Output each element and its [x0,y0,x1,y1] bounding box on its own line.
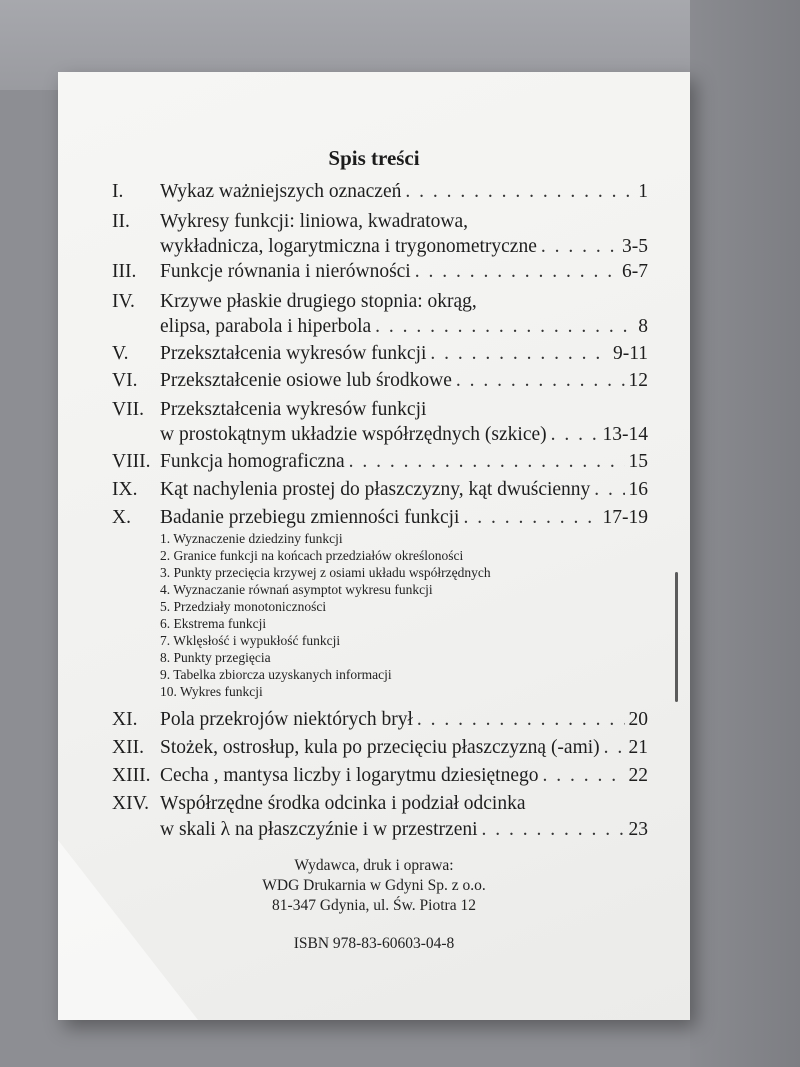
colophon-line: WDG Drukarnia w Gdyni Sp. z o.o. [262,877,486,894]
toc-entry [112,792,648,842]
toc-entry-line [160,369,648,393]
toc-entry [112,398,648,448]
toc-entry-text: Przekształcenie osiowe lub środkowe [160,370,452,391]
toc-entry-text: Wykresy funkcji: liniowa, kwadratowa, [160,211,469,232]
page-title: Spis treści [328,146,420,170]
toc-subitem: 1. Wyznaczenie dziedziny funkcji [160,531,343,546]
toc-entry-number: XII. [112,737,144,758]
toc-entry-line [160,736,648,760]
toc-entry-number: II. [112,211,130,232]
toc-entry-text: Współrzędne środka odcinka i podział odcinka [160,793,526,814]
toc-entry-line [160,235,648,259]
toc-entry-number: XI. [112,709,138,730]
toc-subitem: 9. Tabelka zbiorcza uzyskanych informacji [160,667,392,682]
toc-entry-number: X. [112,507,131,528]
toc-subitem: 3. Punkty przecięcia krzywej z osiami układu współrzędnych [160,565,491,580]
toc-entry-text: Funkcje równania i nierówności [160,261,411,282]
dot-leader [417,708,625,732]
toc-entry-line [160,818,648,842]
toc-entry-line [160,450,648,474]
toc-entry-page: 22 [628,765,648,786]
toc-entry-text: Badanie przebiegu zmienności funkcji [160,507,460,528]
toc-entry-number: VI. [112,370,138,391]
toc-entry-page: 9-11 [612,343,648,364]
toc-entry [112,708,648,732]
background-right [690,0,800,1067]
toc-entry-text: w prostokątnym układzie współrzędnych (szkice) [160,424,547,445]
toc-entry-text: Wykaz ważniejszych oznaczeń [160,181,402,202]
toc-entry-line [160,342,648,366]
toc-entry-text: Kąt nachylenia prostej do płaszczyzny, kąt dwuścienny [160,479,591,500]
toc-entry-line [160,290,648,314]
toc-entry [112,450,648,474]
dot-leader [604,736,625,760]
toc-entry-number: IX. [112,479,138,500]
toc-entry [112,736,648,760]
toc-entry-page: 8 [638,316,648,337]
dot-leader [543,764,625,788]
dot-leader [541,235,618,259]
dot-leader [405,180,634,204]
toc-entry-line [160,315,648,339]
toc-entry-text: Cecha , mantysa liczby i logarytmu dziesiętnego [160,765,539,786]
toc-entry-text: Krzywe płaskie drugiego stopnia: okrąg, [160,291,477,312]
toc-entry [112,210,648,260]
toc-entry-line [160,210,648,234]
toc-entry-text: w skali λ na płaszczyźnie i w przestrzeni [160,819,478,840]
toc-entry-line [160,423,648,447]
toc-entry-text: Stożek, ostrosłup, kula po przecięciu płaszczyzną (-ami) [160,737,600,758]
toc-entry-page: 20 [628,709,648,730]
toc-entry-number: VII. [112,399,144,420]
toc-entry-line [160,478,648,502]
colophon-line: 81-347 Gdynia, ul. Św. Piotra 12 [272,897,476,914]
toc-entry-line [160,260,648,284]
toc-entry-number: VIII. [112,451,151,472]
colophon [58,856,690,916]
dot-leader [430,342,609,366]
toc-entry [112,290,648,340]
toc-subitem: 8. Punkty przegięcia [160,650,271,665]
toc-entry-text: wykładnicza, logarytmiczna i trygonometryczne [160,236,537,257]
toc-entry-line [160,506,648,530]
dot-leader [349,450,625,474]
dot-leader [551,423,599,447]
toc-entry-text: Przekształcenia wykresów funkcji [160,399,427,420]
toc-subitem: 10. Wykres funkcji [160,684,263,699]
toc-entry-page: 6-7 [622,261,648,282]
toc-entry-number: III. [112,261,137,282]
toc-entry-page: 16 [628,479,648,500]
toc-subitem: 4. Wyznaczanie równań asymptot wykresu funkcji [160,582,433,597]
dot-leader [463,506,598,530]
dot-leader [594,478,624,502]
toc-subitem: 2. Granice funkcji na końcach przedziałów określoności [160,548,464,563]
booklet-page [58,72,690,1020]
toc-entry [112,369,648,393]
toc-entry-number: I. [112,181,124,202]
toc-subitem: 7. Wklęsłość i wypukłość funkcji [160,633,341,648]
toc-entry-text: Pola przekrojów niektórych brył [160,709,413,730]
toc-entry-number: V. [112,343,129,364]
dot-leader [456,369,625,393]
toc-entry-line [160,398,648,422]
toc-entry [112,342,648,366]
toc-entry-number: XIII. [112,765,151,786]
isbn: ISBN 978-83-60603-04-8 [293,935,455,952]
toc-entry-line [160,764,648,788]
toc-entry-page: 21 [628,737,648,758]
toc-entry [112,764,648,788]
toc-entry-line [160,708,648,732]
toc-entry-page: 23 [628,819,648,840]
toc-entry-page: 1 [638,181,648,202]
toc-entry-page: 3-5 [622,236,648,257]
toc-entry-page: 15 [628,451,648,472]
toc-entry-number: IV. [112,291,135,312]
toc-entry-number: XIV. [112,793,150,814]
dot-leader [482,818,625,842]
dot-leader [415,260,618,284]
toc-entry [112,478,648,502]
toc-entry-text: elipsa, parabola i hiperbola [160,316,372,337]
toc-subitem: 6. Ekstrema funkcji [160,616,267,631]
toc-entry-text: Przekształcenia wykresów funkcji [160,343,427,364]
toc-entry-page: 13-14 [602,424,648,445]
toc-entry [112,506,648,530]
toc-entry [112,260,648,284]
dot-leader [375,315,634,339]
toc-entry-line [160,180,648,204]
toc-subitem: 5. Przedziały monotoniczności [160,599,327,614]
toc-entry-page: 12 [628,370,648,391]
toc-entry [112,180,648,204]
colophon-line: Wydawca, druk i oprawa: [294,857,454,874]
toc-entry-page: 17-19 [602,507,648,528]
toc-entry-line [160,792,648,816]
toc-entry-text: Funkcja homograficzna [160,451,345,472]
